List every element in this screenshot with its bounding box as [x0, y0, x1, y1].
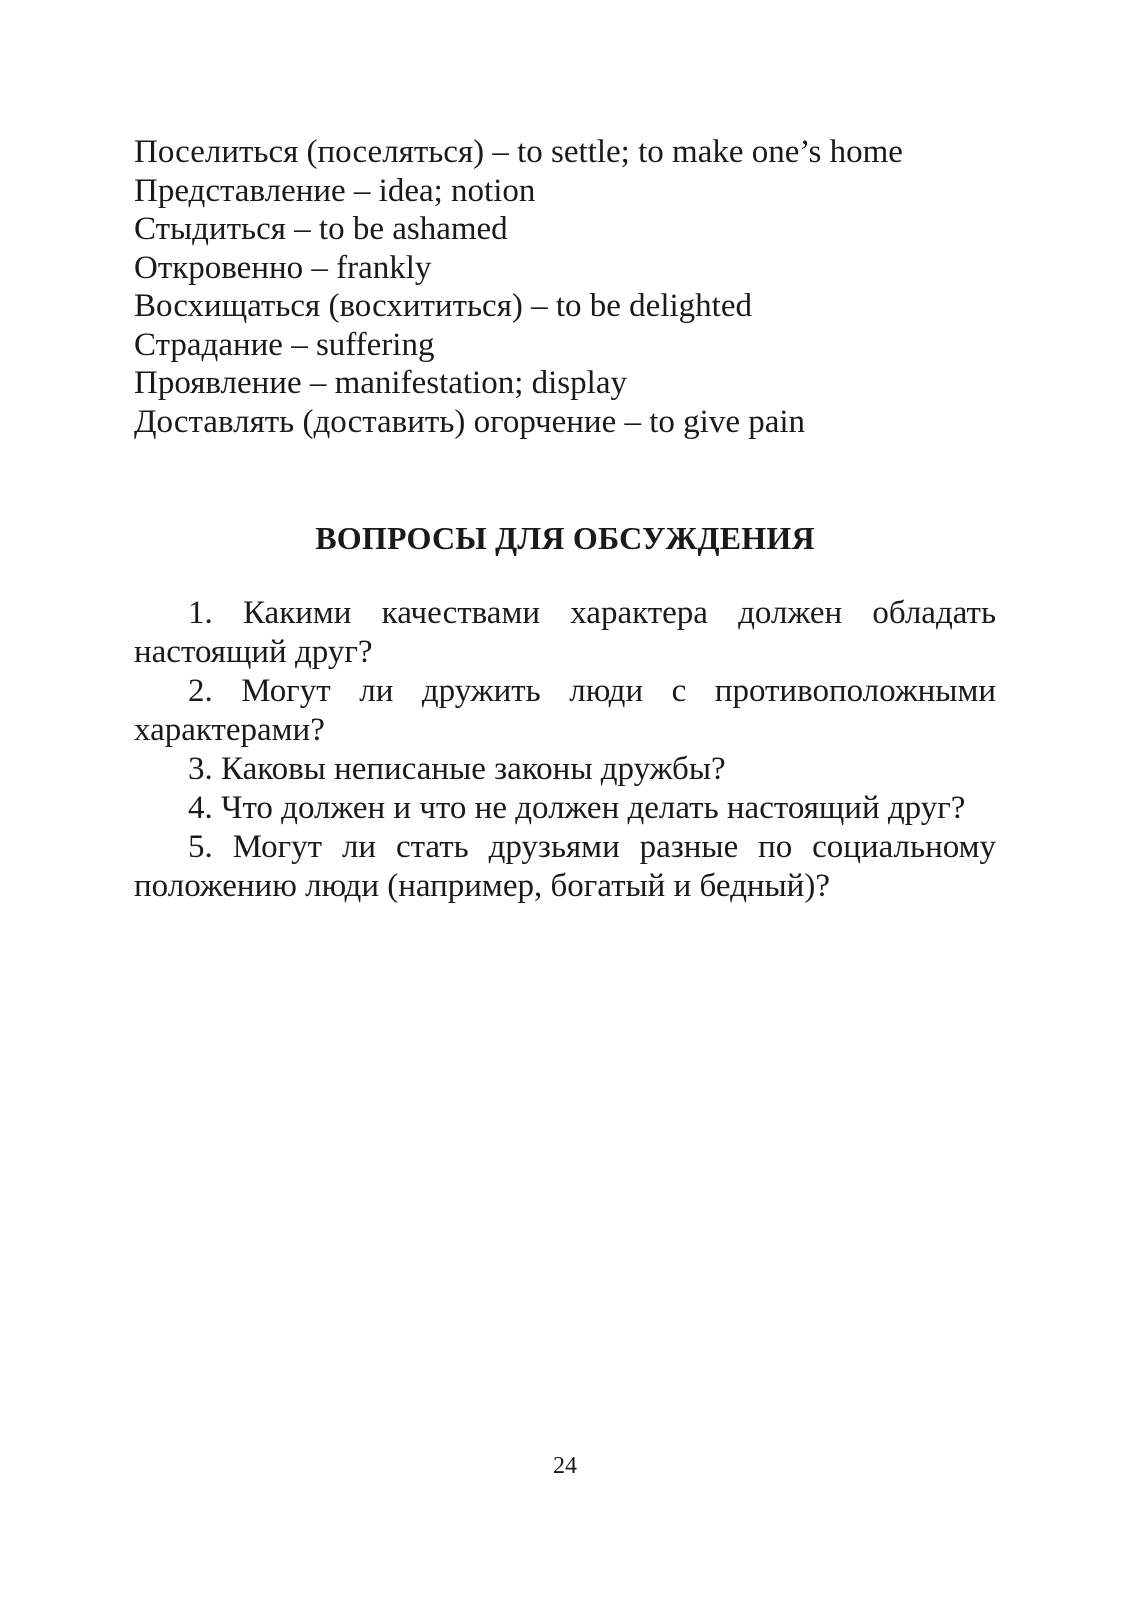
- vocabulary-item: Поселиться (поселяться) – to settle; to make one’s home: [134, 134, 903, 170]
- vocabulary-item: Проявление – manifestation; display: [134, 365, 627, 401]
- question-item: 4. Что должен и что не должен делать настоящий друг?: [188, 790, 966, 826]
- question-item: 1. Какими качествами характера должен обладать настоящий друг?: [134, 595, 996, 670]
- question-item: 2. Могут ли дружить люди с противоположными характерами?: [134, 673, 996, 748]
- question-item: 3. Каковы неписаные законы дружбы?: [188, 751, 726, 787]
- question-item: 5. Могут ли стать друзьями разные по социальному положению люди (например, богатый и бедный)?: [134, 829, 996, 904]
- page-number: 24: [553, 1453, 577, 1479]
- vocabulary-item: Представление – idea; notion: [134, 172, 536, 209]
- discussion-questions: [134, 594, 996, 906]
- section-heading: ВОПРОСЫ ДЛЯ ОБСУЖДЕНИЯ: [315, 520, 815, 556]
- vocabulary-item: Восхищаться (восхититься) – to be delighted: [134, 288, 752, 324]
- vocabulary-item: Страдание – suffering: [134, 326, 435, 363]
- vocabulary-item: Откровенно – frankly: [134, 249, 432, 286]
- vocabulary-item: Доставлять (доставить) огорчение – to give pain: [134, 403, 806, 440]
- vocabulary-list: [134, 133, 994, 441]
- vocabulary-item: Стыдиться – to be ashamed: [134, 211, 508, 247]
